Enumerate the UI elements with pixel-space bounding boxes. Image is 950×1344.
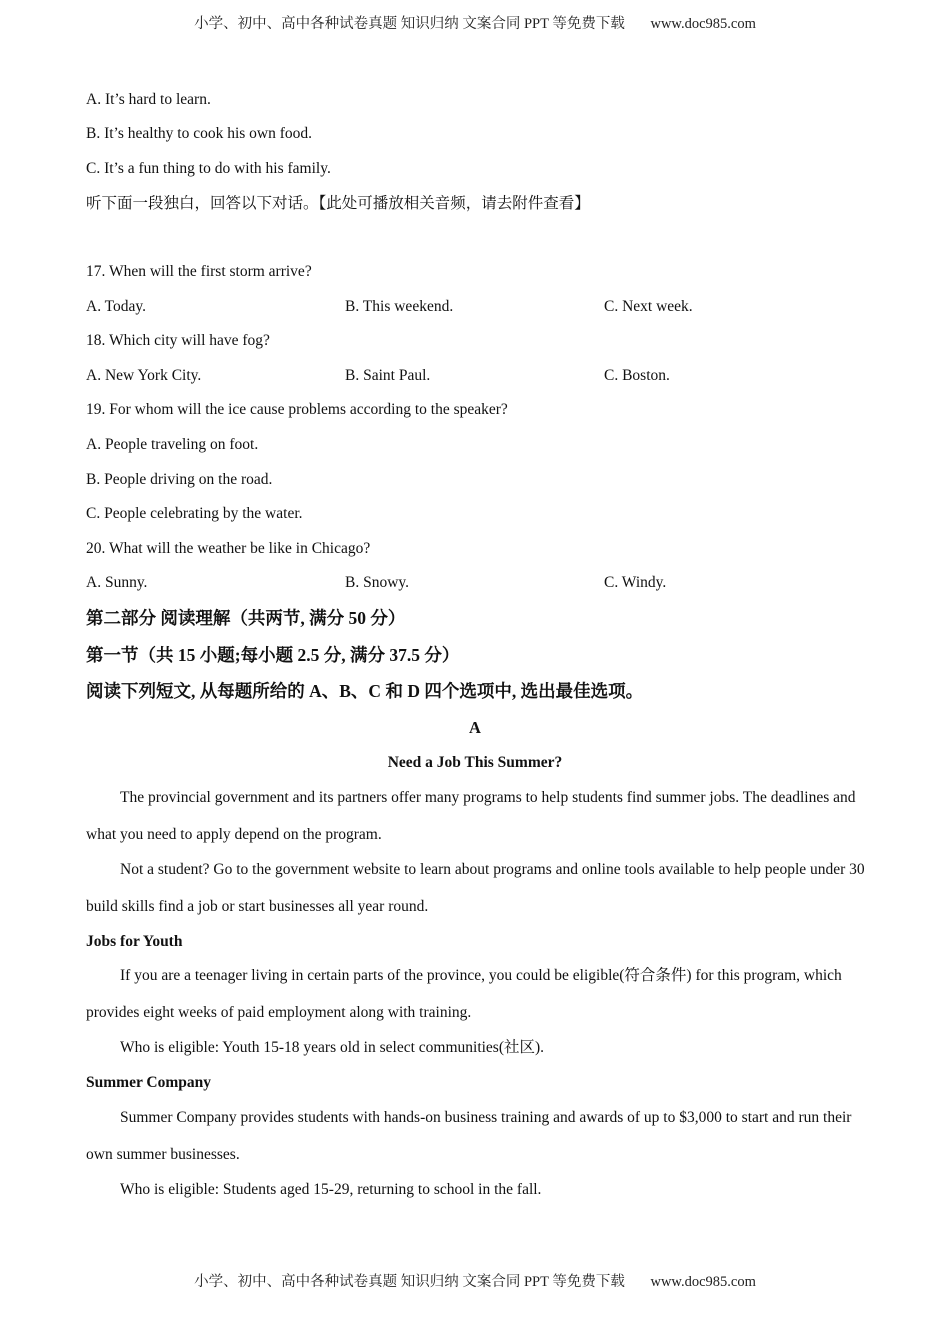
option-b: B. Saint Paul.: [345, 367, 431, 384]
option-a: A. New York City.: [86, 367, 202, 384]
page-footer: [0, 1270, 950, 1291]
question-stem: 20. What will the weather be like in Chicago?: [86, 540, 371, 557]
option-a: A. People traveling on foot.: [86, 436, 259, 453]
option-c: C. Next week.: [604, 298, 693, 315]
option-b: B. Snowy.: [345, 574, 410, 591]
eligibility: Who is eligible: Students aged 15-29, returning to school in the fall.: [120, 1181, 542, 1198]
option-c: C. Windy.: [604, 574, 667, 591]
footer-url[interactable]: www.doc985.com: [650, 1274, 756, 1290]
paragraph: If you are a teenager living in certain parts of the province, you could be eligible(符合条件) for this program, which provides eight weeks of paid employment along with training.: [86, 967, 842, 1021]
paragraph: Not a student? Go to the government website to learn about programs and online tools available to help people under 30 build skills find a job or start businesses all year round.: [86, 861, 865, 915]
option-a: A. Sunny.: [86, 574, 148, 591]
eligibility: Who is eligible: Youth 15-18 years old in select communities(社区).: [120, 1039, 545, 1056]
option-b: B. People driving on the road.: [86, 471, 273, 488]
option-a: A. Today.: [86, 298, 147, 315]
paragraph: The provincial government and its partners offer many programs to help students find summer jobs. The deadlines and what you need to apply depend on the program.: [86, 789, 856, 843]
subheading: Jobs for Youth: [86, 933, 183, 950]
section-instruction: 阅读下列短文, 从每题所给的 A、B、C 和 D 四个选项中, 选出最佳选项。: [86, 681, 644, 701]
footer-text: 小学、初中、高中各种试卷真题 知识归纳 文案合同 PPT 等免费下载: [194, 1274, 625, 1290]
listening-instruction: 听下面一段独白，回答以下对话。【此处可播放相关音频，请去附件查看】: [86, 195, 590, 212]
section-part-title: 第一节（共 15 小题;每小题 2.5 分, 满分 37.5 分）: [86, 645, 460, 665]
page-header: [0, 12, 950, 33]
passage-letter: A: [469, 718, 481, 737]
section-title: 第二部分 阅读理解（共两节, 满分 50 分）: [86, 608, 406, 628]
q16-option-c: C. It’s a fun thing to do with his family.: [86, 160, 331, 177]
passage-title: Need a Job This Summer?: [387, 754, 563, 771]
subheading: Summer Company: [86, 1074, 212, 1091]
q16-option-b: B. It’s healthy to cook his own food.: [86, 125, 313, 142]
question-stem: 18. Which city will have fog?: [86, 332, 270, 349]
option-b: B. This weekend.: [345, 298, 454, 315]
header-text: 小学、初中、高中各种试卷真题 知识归纳 文案合同 PPT 等免费下载: [194, 16, 625, 32]
paragraph: Summer Company provides students with hands-on business training and awards of up to $3,000 to start and run their own summer businesses.: [86, 1109, 852, 1163]
question-stem: 19. For whom will the ice cause problems according to the speaker?: [86, 401, 508, 418]
option-c: C. People celebrating by the water.: [86, 505, 303, 522]
question-stem: 17. When will the first storm arrive?: [86, 263, 312, 280]
option-c: C. Boston.: [604, 367, 670, 384]
header-url[interactable]: www.doc985.com: [650, 16, 756, 32]
q16-option-a: A. It’s hard to learn.: [86, 91, 211, 108]
